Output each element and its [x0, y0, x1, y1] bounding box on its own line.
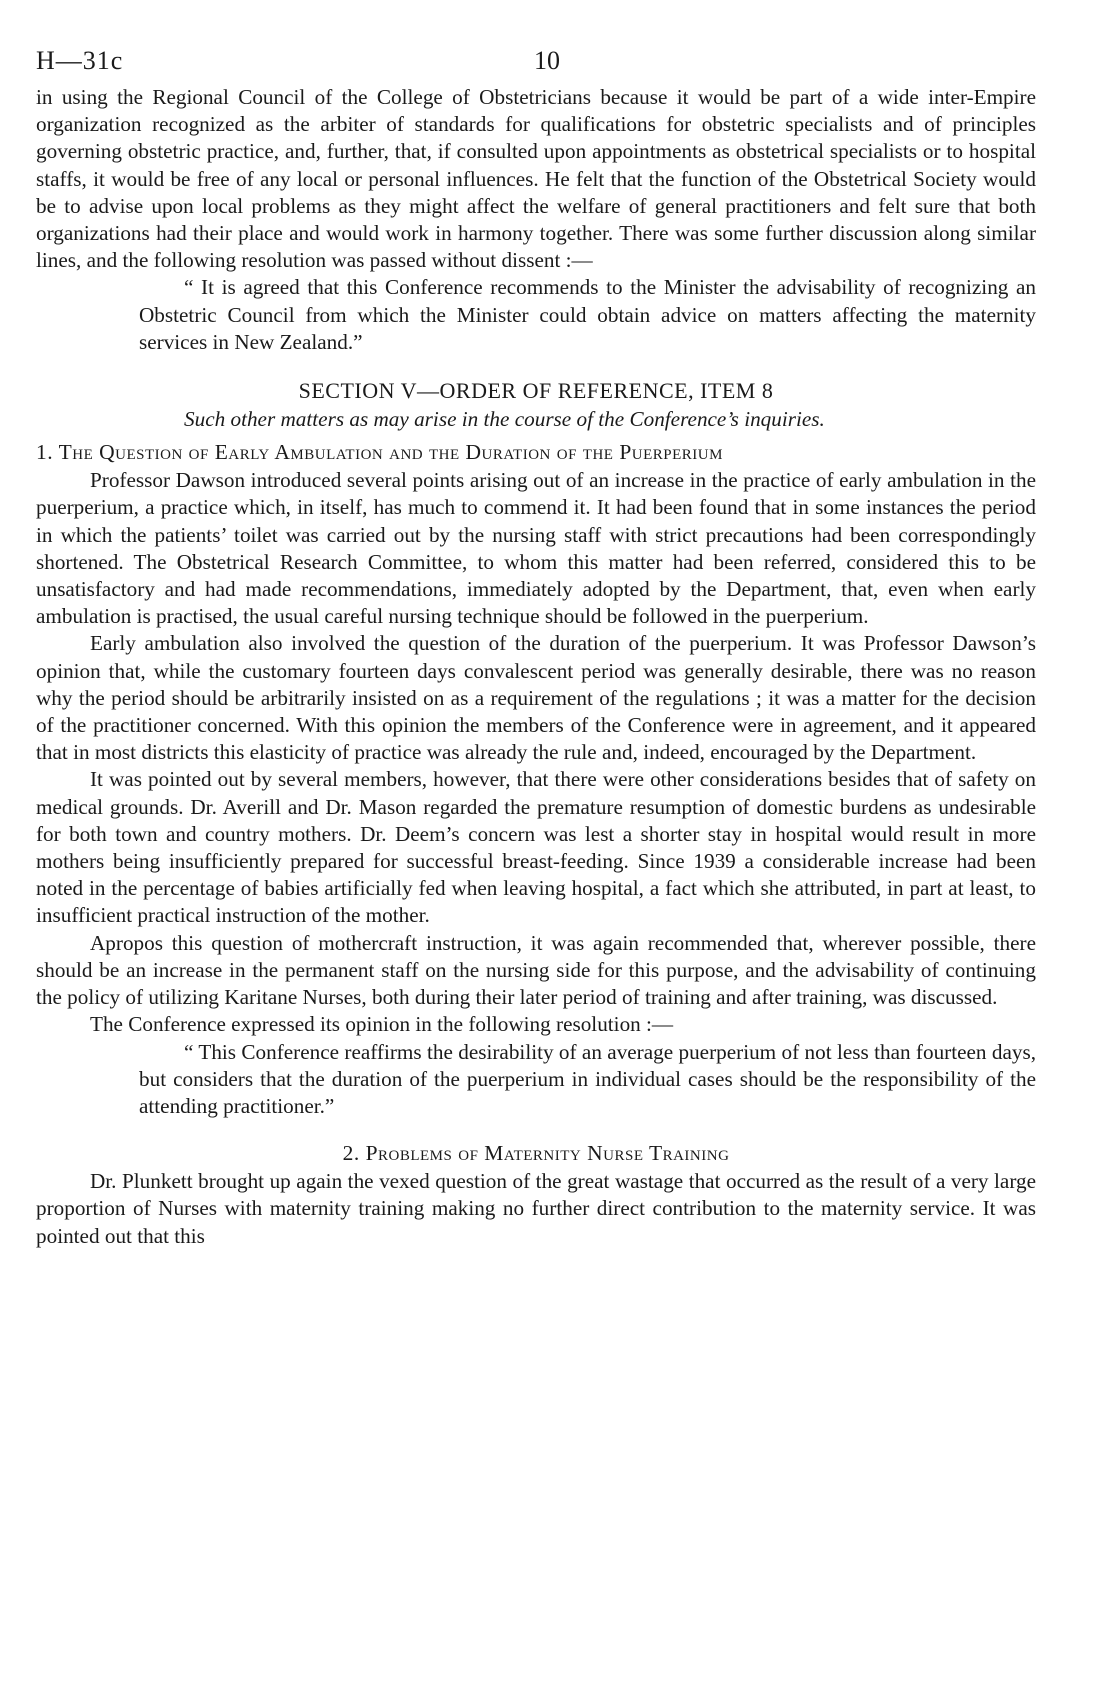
resolution-quote: “ This Conference reaffirms the desirability of an average puerperium of not less than fourteen days, but considers that the duration of the puerperium in individual cases should be the responsibility of the attending practitioner.” — [139, 1039, 1036, 1118]
page-number: 10 — [534, 46, 560, 75]
paragraph: Early ambulation also involved the question of the duration of the puerperium. It was Professor Dawson’s opinion that, while the customary fourteen days convalescent period was generally desirable, there was no reason why the period should be arbitrarily insisted on as a requirement of the regulations ; it was a matter for the decision of the practitioner concerned. With this opinion the members of the Conference were in agreement, and it appeared that in most districts this elasticity of practice was already the rule and, indeed, encouraged by the Department. — [36, 631, 1036, 765]
paragraph: Apropos this question of mothercraft instruction, it was again recommended that, wherever possible, there should be an increase in the permanent staff on the nursing side for this purpose, and the advisability of continuing the policy of utilizing Karitane Nurses, both during their later period of training and after training, was discussed. — [36, 930, 1036, 1010]
page-header — [36, 40, 1036, 84]
paragraph: The Conference expressed its opinion in the following resolution :— — [90, 1012, 674, 1037]
paragraph: It was pointed out by several members, however, that there were other considerations besides that of safety on medical grounds. Dr. Averill and Dr. Mason regarded the premature resumption of domestic burdens as undesirable for both town and country mothers. Dr. Deem’s concern was lest a shorter stay in hospital would result in more mothers being insufficiently prepared for successful breast-feeding. Since 1939 a considerable increase had been noted in the percentage of babies artificially fed when leaving hospital, a fact which she attributed, in part at least, to insufficient practical instruction of the mother. — [36, 767, 1036, 928]
paragraph: in using the Regional Council of the College of Obstetricians because it would be part of a wide inter-Empire organization recognized as the arbiter of standards for qualifications for obstetric specialists and of principles governing obstetric practice, and, further, that, if consulted upon appointments as obstetrical specialists or to hospital staffs, it would be free of any local or personal influences. He felt that the function of the Obstetrical Society would be to advise upon local problems as they might affect the welfare of general practitioners and felt sure that both organizations had their place and would work in harmony together. There was some further discussion along similar lines, and the following resolution was passed without dissent :— — [36, 85, 1036, 273]
section-title: SECTION V—ORDER OF REFERENCE, ITEM 8 — [298, 378, 774, 404]
document-page — [36, 40, 1036, 1250]
paragraph: Dr. Plunkett brought up again the vexed question of the great wastage that occurred as the result of a very large proportion of Nurses with maternity training making no further direct contribution to the maternity service. It was pointed out that this — [36, 1169, 1036, 1248]
section-subtitle: Such other matters as may arise in the course of the Conference’s inquiries. — [184, 407, 825, 432]
subsection-heading: 2. Problems of Maternity Nurse Training — [342, 1141, 730, 1166]
resolution-quote: “ It is agreed that this Conference recommends to the Minister the advisability of recognizing an Obstetric Council from which the Minister could obtain advice on matters affecting the maternity services in New Zealand.” — [139, 275, 1036, 354]
document-reference: H—31c — [36, 46, 124, 75]
paragraph: Professor Dawson introduced several points arising out of an increase in the practice of early ambulation in the puerperium, a practice which, in itself, has much to commend it. It had been found that in some instances the period in which the patients’ toilet was carried out by the nursing staff with strict precautions had been correspondingly shortened. The Obstetrical Research Committee, to whom this matter had been referred, considered this to be unsatisfactory and had made recommendations, immediately adopted by the Department, that, even when early ambulation is practised, the usual careful nursing technique should be followed in the puerperium. — [36, 468, 1036, 629]
subsection-heading: 1. The Question of Early Ambulation and the Duration of the Puerperium — [36, 440, 723, 465]
